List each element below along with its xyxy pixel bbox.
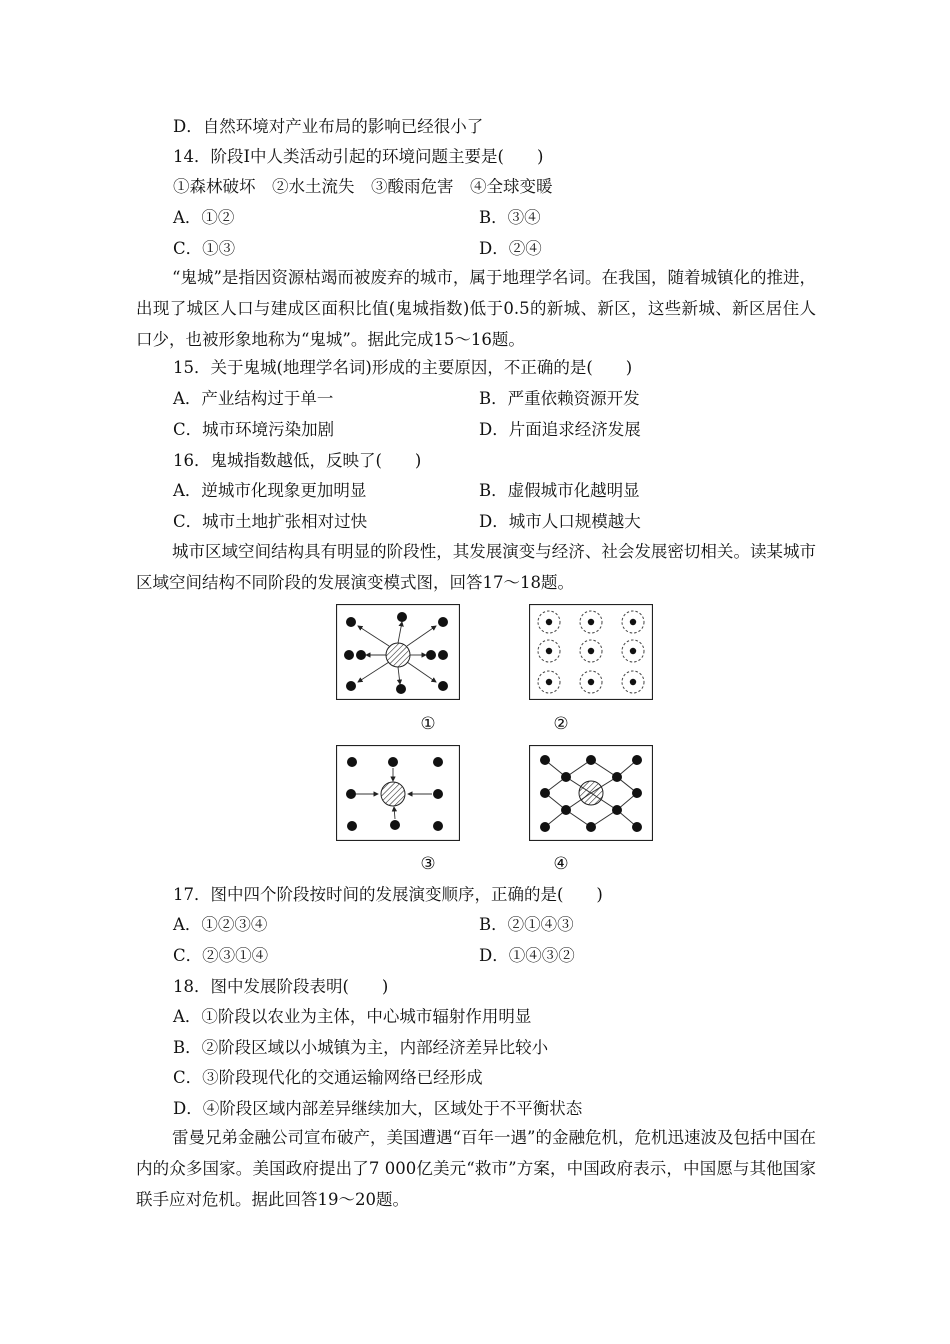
figure-stage-2 <box>529 604 653 700</box>
q15-option-a: A．产业结构过于单一 <box>173 389 334 408</box>
q16-option-b: B．虚假城市化越明显 <box>479 481 640 500</box>
q17-option-c: C．②③①④ <box>173 946 269 965</box>
q17-option-b: B．②①④③ <box>479 915 574 934</box>
figure-stage-4 <box>529 745 653 841</box>
passage-financial-crisis: 雷曼兄弟金融公司宣布破产，美国遭遇“百年一遇”的金融危机，危机迅速波及包括中国在内的众多国家。美国政府提出了7 000亿美元“救市”方案，中国政府表示，中国愿与其他国家联手应对危机。据此回答19～20题。 <box>136 1128 816 1209</box>
q15-option-d: D．片面追求经济发展 <box>479 420 641 439</box>
q18-option-b: B．②阶段区域以小城镇为主，内部经济差异比较小 <box>173 1038 549 1057</box>
q14-option-c: C．①③ <box>173 239 236 258</box>
q13-option-d: D．自然环境对产业布局的影响已经很小了 <box>173 117 484 136</box>
q15-option-c: C．城市环境污染加剧 <box>173 420 335 439</box>
q14-option-d: D．②④ <box>479 239 542 258</box>
passage-urban-structure: 城市区域空间结构具有明显的阶段性，其发展演变与经济、社会发展密切相关。读某城市区域空间结构不同阶段的发展演变模式图，回答17～18题。 <box>136 542 816 592</box>
q14-option-b: B．③④ <box>479 208 541 227</box>
q18-option-d: D．④阶段区域内部差异继续加大，区域处于不平衡状态 <box>173 1099 583 1118</box>
figure-label-1: ① <box>420 714 436 734</box>
q17-option-d: D．①④③② <box>479 946 575 965</box>
figure-stage-1 <box>336 604 460 700</box>
q16-option-d: D．城市人口规模越大 <box>479 512 641 531</box>
q15-option-b: B．严重依赖资源开发 <box>479 389 640 408</box>
q17-option-a: A．①②③④ <box>173 915 268 934</box>
figure-label-3: ③ <box>420 854 436 874</box>
q15-stem: 15．关于鬼城(地理学名词)形成的主要原因，不正确的是( ) <box>173 358 633 377</box>
q18-option-c: C．③阶段现代化的交通运输网络已经形成 <box>173 1068 483 1087</box>
figure-label-4: ④ <box>553 854 569 874</box>
q18-stem: 18．图中发展阶段表明( ) <box>173 977 389 996</box>
figure-stage-3 <box>336 745 460 841</box>
q16-option-a: A．逆城市化现象更加明显 <box>173 481 367 500</box>
q14-items: ①森林破坏 ②水土流失 ③酸雨危害 ④全球变暖 <box>173 177 553 196</box>
q16-stem: 16．鬼城指数越低，反映了( ) <box>173 451 422 470</box>
q16-option-c: C．城市土地扩张相对过快 <box>173 512 368 531</box>
passage-ghost-city: “鬼城”是指因资源枯竭而被废弃的城市，属于地理学名词。在我国，随着城镇化的推进，出现了城区人口与建成区面积比值(鬼城指数)低于0.5的新城、新区，这些新城、新区居住人口少，也被形象地称为“鬼城”。据此完成15～16题。 <box>136 268 816 349</box>
figure-label-2: ② <box>553 714 569 734</box>
q14-stem: 14．阶段Ⅰ中人类活动引起的环境问题主要是( ) <box>173 147 544 166</box>
q18-option-a: A．①阶段以农业为主体，中心城市辐射作用明显 <box>173 1007 532 1026</box>
q14-option-a: A．①② <box>173 208 235 227</box>
q17-stem: 17．图中四个阶段按时间的发展演变顺序，正确的是( ) <box>173 885 603 904</box>
